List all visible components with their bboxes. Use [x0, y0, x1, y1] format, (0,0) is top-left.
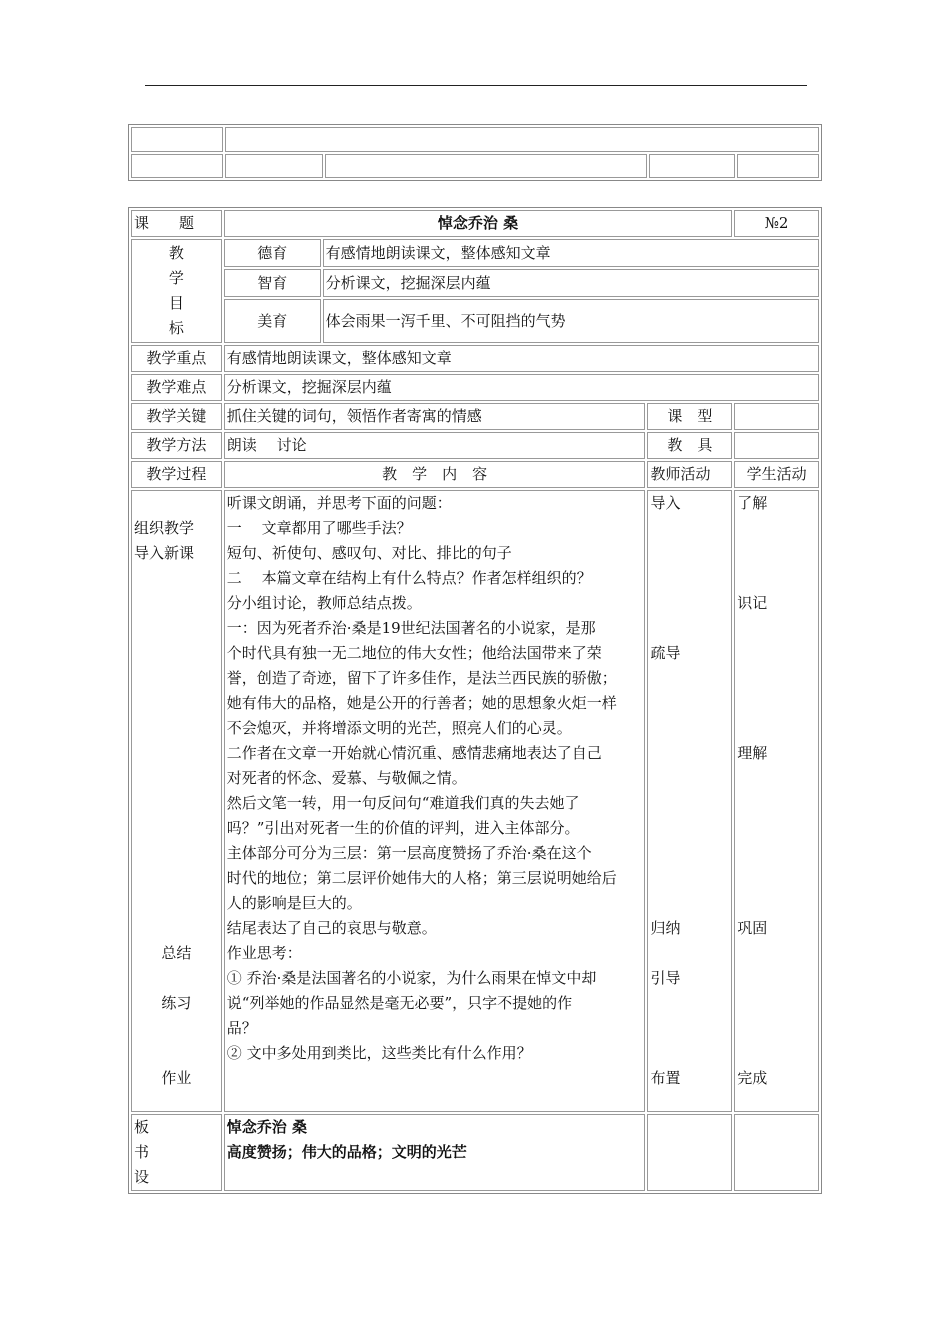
student-column: [734, 490, 819, 1112]
student-activity: 识记: [737, 594, 768, 612]
process-row: [131, 490, 819, 1112]
student-activity: 巩固: [737, 919, 768, 937]
content-line: 然后文笔一转，用一句反问句“难道我们真的失去她了: [226, 794, 580, 812]
key-text: 抓住关键的词句，领悟作者寄寓的情感: [224, 403, 646, 430]
content-line: 不会熄灭，并将增添文明的光芒，照亮人们的心灵。: [226, 719, 572, 737]
info-table: [128, 124, 822, 181]
student-activity: 完成: [737, 1069, 768, 1087]
content-line: 主体部分可分为三层：第一层高度赞扬了乔治·桑在这个: [226, 844, 592, 862]
type-label: 课 型: [647, 403, 732, 430]
teacher-activity: 疏导: [650, 644, 681, 662]
content-header: 教 学 内 容: [224, 461, 646, 488]
process-header-row: [131, 461, 819, 488]
info-cell: [649, 154, 735, 179]
difficulty-row: [131, 374, 819, 401]
focus-row: [131, 345, 819, 372]
board-line: 高度赞扬；伟大的品格；文明的光芒: [226, 1143, 467, 1161]
info-row-1: [131, 127, 819, 152]
teacher-activity: 引导: [650, 969, 681, 987]
board-label: 板 书 设: [131, 1114, 222, 1191]
content-line: ② 文中多处用到类比，这些类比有什么作用？: [226, 1044, 532, 1062]
teacher-column: [647, 490, 732, 1112]
student-activity: 理解: [737, 744, 768, 762]
board-title: 悼念乔治 桑: [226, 1118, 308, 1136]
stage-label: 作业: [161, 1069, 192, 1087]
course-title: 悼念乔治 桑: [224, 210, 732, 237]
content-line: 一：因为死者乔治·桑是19世纪法国著名的小说家，是那: [226, 619, 596, 637]
course-row: [131, 210, 819, 237]
content-line: 誉，创造了奇迹，留下了许多佳作，是法兰西民族的骄傲；: [226, 669, 617, 687]
goal-text: 分析课文，挖掘深层内蕴: [323, 269, 819, 297]
board-content: [224, 1114, 646, 1191]
goal-name: 智育: [224, 269, 321, 297]
content-line: 作业思考：: [226, 944, 302, 962]
focus-text: 有感情地朗读课文，整体感知文章: [224, 345, 819, 372]
content-column: [224, 490, 646, 1112]
content-line: 听课文朗诵，并思考下面的问题：: [226, 494, 452, 512]
board-cell: [647, 1114, 732, 1191]
info-cell: [737, 154, 819, 179]
key-row: [131, 403, 819, 430]
content-line: 人的影响是巨大的。: [226, 894, 362, 912]
difficulty-label: 教学难点: [131, 374, 222, 401]
stage-column: [131, 490, 222, 1112]
content-line: 个时代具有独一无二地位的伟大女性；他给法国带来了荣: [226, 644, 602, 662]
info-cell: [131, 154, 223, 179]
goal-name: 美育: [224, 299, 321, 343]
focus-label: 教学重点: [131, 345, 222, 372]
header-rule: [145, 85, 807, 86]
content-line: 二作者在文章一开始就心情沉重、感情悲痛地表达了自己: [226, 744, 602, 762]
goal-row: [131, 269, 819, 297]
teacher-activity: 导入: [650, 494, 681, 512]
board-row: [131, 1114, 819, 1191]
student-activity: 了解: [737, 494, 768, 512]
info-row-2: [131, 154, 819, 179]
difficulty-text: 分析课文，挖掘深层内蕴: [224, 374, 819, 401]
content-line: 品？: [226, 1019, 257, 1037]
course-label: 课 题: [131, 210, 222, 237]
content-line: 二 本篇文章在结构上有什么特点？作者怎样组织的？: [226, 569, 592, 587]
content-line: ① 乔治·桑是法国著名的小说家，为什么雨果在悼文中却: [226, 969, 597, 987]
content-line: 吗？”引出对死者一生的价值的评判，进入主体部分。: [226, 819, 580, 837]
goal-row: [131, 239, 819, 267]
content-line: 她有伟大的品格，她是公开的行善者；她的思想象火炬一样: [226, 694, 617, 712]
stage-label: 练习: [161, 994, 192, 1012]
key-label: 教学关键: [131, 403, 222, 430]
tool-label: 教 具: [647, 432, 732, 459]
goal-text: 有感情地朗读课文，整体感知文章: [323, 239, 819, 267]
method-text: 朗读 讨论: [224, 432, 646, 459]
method-label: 教学方法: [131, 432, 222, 459]
goals-label: 教 学 目 标: [131, 239, 222, 343]
goal-text: 体会雨果一泻千里、不可阻挡的气势: [323, 299, 819, 343]
stage-label: 导入新课: [134, 544, 195, 562]
stage-label: 组织教学: [134, 519, 195, 537]
lesson-plan-table: [128, 207, 822, 1194]
content-line: 说“列举她的作品显然是毫无必要”，只字不提她的作: [226, 994, 573, 1012]
info-cell: [225, 127, 819, 152]
teacher-header: 教师活动: [647, 461, 732, 488]
info-cell: [131, 127, 223, 152]
tool-value: [734, 432, 819, 459]
content-line: 时代的地位；第二层评价她伟大的人格；第三层说明她给后: [226, 869, 617, 887]
stage-label: 总结: [161, 944, 192, 962]
content-line: 短句、祈使句、感叹句、对比、排比的句子: [226, 544, 512, 562]
board-cell: [734, 1114, 819, 1191]
method-row: [131, 432, 819, 459]
goal-row: [131, 299, 819, 343]
teacher-activity: 归纳: [650, 919, 681, 937]
content-line: 分小组讨论，教师总结点拨。: [226, 594, 422, 612]
goal-name: 德育: [224, 239, 321, 267]
lesson-number: №2: [734, 210, 819, 237]
teacher-activity: 布置: [650, 1069, 681, 1087]
content-line: 结尾表达了自己的哀思与敬意。: [226, 919, 437, 937]
content-line: 一 文章都用了哪些手法？: [226, 519, 412, 537]
info-cell: [325, 154, 647, 179]
student-header: 学生活动: [734, 461, 819, 488]
type-value: [734, 403, 819, 430]
process-label: 教学过程: [131, 461, 222, 488]
info-cell: [225, 154, 323, 179]
content-line: 对死者的怀念、爱慕、与敬佩之情。: [226, 769, 467, 787]
